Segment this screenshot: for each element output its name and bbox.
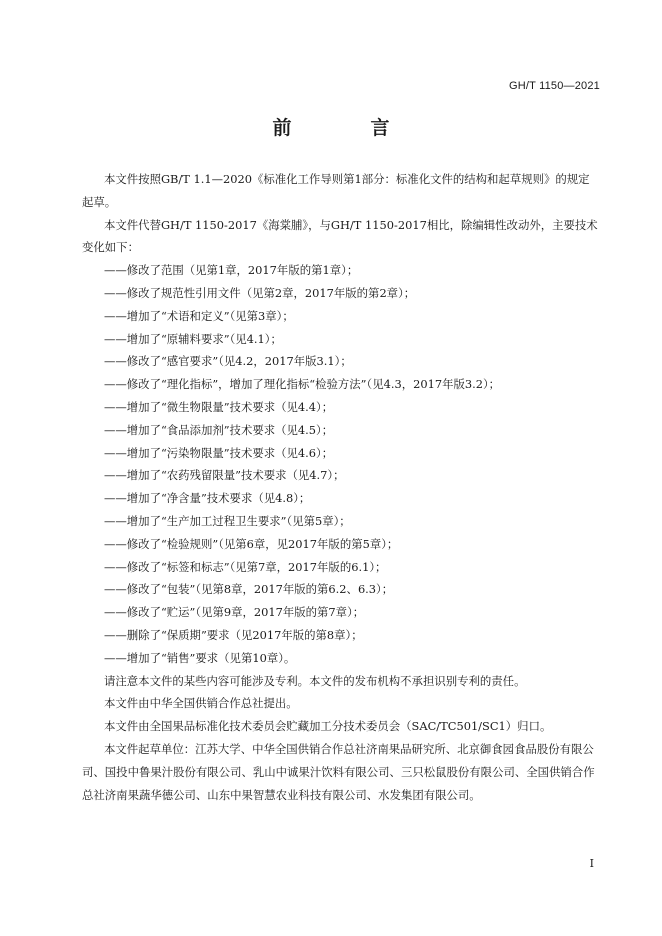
change-item: ——增加了“原辅料要求”（见4.1）； (104, 331, 282, 346)
paragraph-drafting-units: 本文件起草单位：江苏大学、中华全国供销合作总社济南果品研究所、北京御食园食品股份有限公司、国投中鲁果汁股份有限公司、乳山中诚果汁饮料有限公司、三只松鼠股份有限公司、全国供销合作总社济南果蔬华德公司、山东中果智慧农业科技有限公司、水发集团有限公司。 (82, 741, 595, 802)
paragraph-replaces: 本文件代替GH/T 1150-2017《海棠脯》，与GH/T 1150-2017相比，除编辑性改动外，主要技术变化如下： (82, 217, 598, 255)
change-item: ——修改了“标签和标志”（见第7章，2017年版的6.1）； (104, 559, 387, 574)
document-code: GH/T 1150—2021 (508, 80, 600, 92)
page-title: 前 言 (272, 117, 420, 139)
paragraph-patent-notice: 请注意本文件的某些内容可能涉及专利。本文件的发布机构不承担识别专利的责任。 (104, 673, 526, 688)
change-item: ——修改了“贮运”（见第9章，2017年版的第7章）； (104, 605, 365, 620)
change-item: ——增加了“污染物限量”技术要求（见4.6）； (104, 445, 334, 460)
change-item: ——修改了“感官要求”（见4.2，2017年版3.1）； (104, 354, 352, 369)
change-item: ——增加了“农药残留限量”技术要求（见4.7）； (104, 468, 345, 483)
change-item: ——增加了“食品添加剂”技术要求（见4.5）； (104, 422, 334, 437)
change-item: ——修改了范围（见第1章，2017年版的第1章）； (104, 263, 359, 278)
change-item: ——增加了“生产加工过程卫生要求”（见第5章）； (104, 513, 351, 528)
page-number: I (589, 857, 594, 870)
change-item: ——修改了“检验规则”（见第6章，见2017年版的第5章）； (104, 536, 399, 551)
document-body (82, 168, 600, 806)
change-item: ——增加了“净含量”技术要求（见4.8）； (104, 491, 311, 506)
change-item: ——修改了“理化指标”，增加了理化指标“检验方法”（见4.3，2017年版3.2）； (104, 377, 501, 392)
change-item: ——修改了规范性引用文件（见第2章，2017年版的第2章）； (104, 285, 416, 300)
change-item: ——修改了“包装”（见第8章，2017年版的第6.2、6.3）； (104, 582, 394, 597)
change-item: ——增加了“销售”要求（见第10章）。 (104, 650, 296, 665)
change-item: ——删除了“保质期”要求（见2017年版的第8章）； (104, 627, 363, 642)
paragraph-under-jurisdiction: 本文件由全国果品标准化技术委员会贮藏加工分技术委员会（SAC/TC501/SC1）归口。 (104, 719, 552, 734)
change-item: ——增加了“术语和定义”（见第3章）； (104, 308, 294, 323)
paragraph-drafting-rules: 本文件按照GB/T 1.1—2020《标准化工作导则第1部分：标准化文件的结构和起草规则》的规定起草。 (82, 172, 590, 209)
paragraph-proposed-by: 本文件由中华全国供销合作总社提出。 (104, 696, 298, 711)
change-item: ——增加了“微生物限量”技术要求（见4.4）； (104, 399, 334, 414)
